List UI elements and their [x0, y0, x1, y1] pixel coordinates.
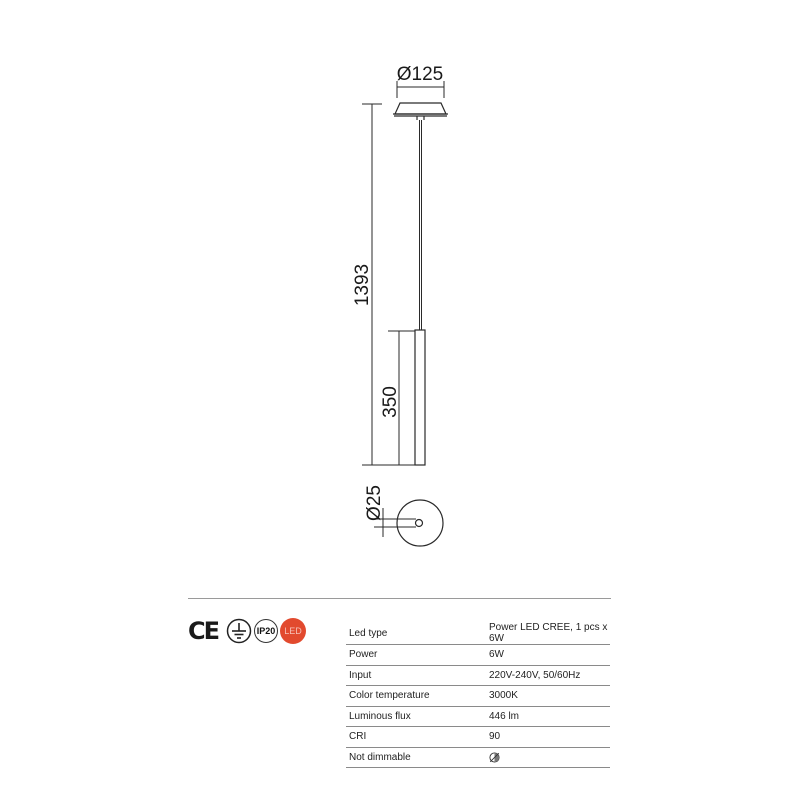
spec-label: Not dimmable: [346, 747, 486, 768]
not-dimmable-icon: [489, 752, 500, 763]
led-badge-icon: LED: [280, 618, 306, 644]
table-row: [346, 727, 610, 748]
spec-label: CRI: [346, 727, 486, 748]
spec-value: 446 lm: [486, 706, 610, 727]
table-row: [346, 645, 610, 666]
tube-length-label: 350: [380, 386, 401, 418]
spec-value: [486, 747, 610, 768]
table-row: [346, 622, 610, 645]
section-divider: [188, 598, 611, 599]
canopy: [393, 103, 448, 120]
spec-label: Power: [346, 645, 486, 666]
table-row: [346, 706, 610, 727]
spec-value: 220V-240V, 50/60Hz: [486, 665, 610, 686]
certification-icons: [188, 617, 306, 645]
table-row: [346, 747, 610, 768]
ground-icon: [226, 618, 252, 644]
suspension-cable: [420, 120, 422, 330]
spec-label: Input: [346, 665, 486, 686]
spec-value: 6W: [486, 645, 610, 666]
canopy-diameter-label: Ø125: [396, 64, 444, 85]
ce-mark-icon: CE: [188, 617, 219, 645]
spec-table: [346, 622, 610, 768]
table-row: [346, 665, 610, 686]
spec-label: Color temperature: [346, 686, 486, 707]
total-height-label: 1393: [352, 263, 373, 307]
spec-label: Led type: [346, 622, 486, 645]
tube-diameter-label: Ø25: [364, 485, 385, 521]
bottom-view: [397, 500, 443, 546]
spec-label: Luminous flux: [346, 706, 486, 727]
spec-value: Power LED CREE, 1 pcs x 6W: [486, 622, 610, 645]
ip20-rating-icon: IP20: [254, 619, 278, 643]
spec-value: 3000K: [486, 686, 610, 707]
pendant-tube: [415, 330, 425, 465]
spec-value: 90: [486, 727, 610, 748]
table-row: [346, 686, 610, 707]
